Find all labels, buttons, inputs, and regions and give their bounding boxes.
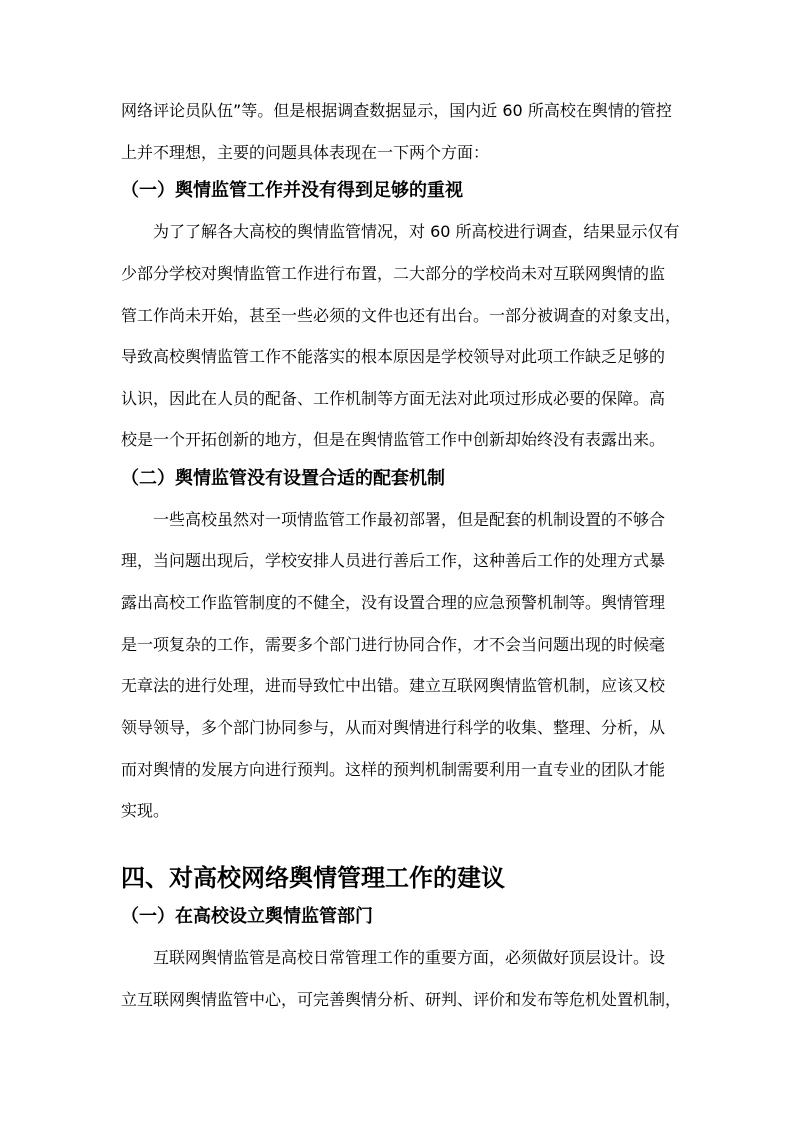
paragraph-2-line-5: 无章法的进行处理，进而导致忙中出错。建立互联网舆情监管机制，应该又校 bbox=[121, 676, 666, 695]
paragraph-1-line-4: 导致高校舆情监管工作不能落实的根本原因是学校领导对此项工作缺乏足够的 bbox=[121, 347, 666, 366]
paragraph-2-line-4: 是一项复杂的工作，需要多个部门进行协同合作，才不会当问题出现的时候毫 bbox=[121, 635, 666, 654]
paragraph-1-line-2: 少部分学校对舆情监管工作进行布置，二大部分的学校尚未对互联网舆情的监 bbox=[121, 264, 666, 283]
section-heading-1: （一）舆情监管工作并没有得到足够的重视 bbox=[121, 180, 463, 201]
paragraph-intro-line-2: 上并不理想，主要的问题具体表现在一下两个方面： bbox=[121, 143, 490, 162]
paragraph-2-line-8: 实现。 bbox=[121, 801, 170, 820]
paragraph-intro-line-1: 网络评论员队伍”等。但是根据调查数据显示，国内近 60 所高校在舆情的管控 bbox=[121, 101, 672, 120]
paragraph-2-line-6: 领导领导，多个部门协同参与，从而对舆情进行科学的收集、整理、分析，从 bbox=[121, 718, 666, 737]
paragraph-1-line-6: 校是一个开拓创新的地方，但是在舆情监管工作中创新却始终没有表露出来。 bbox=[121, 430, 666, 449]
paragraph-3-line-2: 立互联网舆情监管中心，可完善舆情分析、研判、评价和发布等危机处置机制， bbox=[121, 990, 682, 1009]
chapter-heading: 四、对高校网络舆情管理工作的建议 bbox=[121, 864, 505, 892]
section-heading-3: （一）在高校设立舆情监管部门 bbox=[121, 906, 373, 927]
paragraph-2-line-1: 一些高校虽然对一项情监管工作最初部署，但是配套的机制设置的不够合 bbox=[153, 510, 666, 529]
paragraph-2-line-2: 理，当问题出现后，学校安排人员进行善后工作，这种善后工作的处理方式暴 bbox=[121, 551, 666, 570]
paragraph-2-line-7: 而对舆情的发展方向进行预判。这样的预判机制需要利用一直专业的团队才能 bbox=[121, 760, 666, 779]
section-heading-2: （二）舆情监管没有设置合适的配套机制 bbox=[121, 468, 445, 489]
paragraph-3-line-1: 互联网舆情监管是高校日常管理工作的重要方面，必须做好顶层设计。设 bbox=[153, 948, 666, 967]
paragraph-1-line-1: 为了了解各大高校的舆情监管情况，对 60 所高校进行调查，结果显示仅有 bbox=[153, 222, 680, 241]
paragraph-1-line-3: 管工作尚未开始，甚至一些必须的文件也还有出台。一部分被调查的对象支出， bbox=[121, 306, 682, 325]
paragraph-1-line-5: 认识，因此在人员的配备、工作机制等方面无法对此项过形成必要的保障。高 bbox=[121, 389, 666, 408]
paragraph-2-line-3: 露出高校工作监管制度的不健全，没有设置合理的应急预警机制等。舆情管理 bbox=[121, 593, 666, 612]
